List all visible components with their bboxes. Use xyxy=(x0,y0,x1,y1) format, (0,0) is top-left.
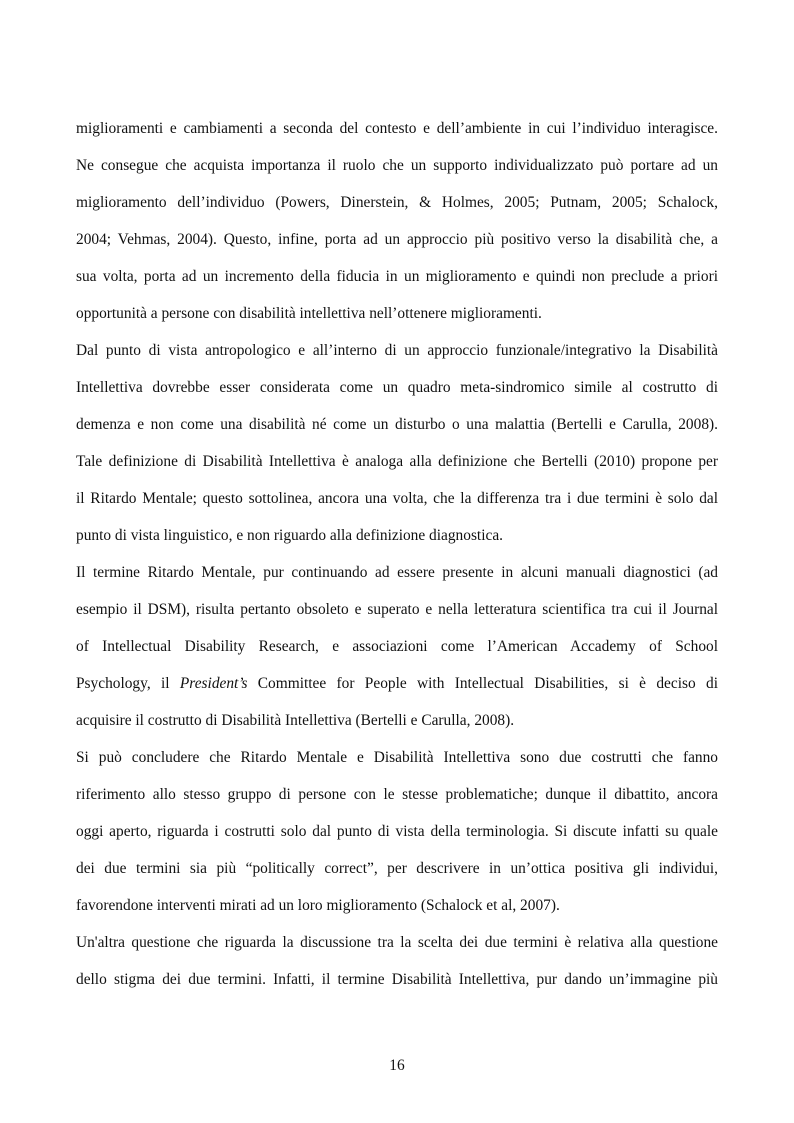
text-line: Un'altra questione che riguarda la discussione tra la scelta dei due termini è relativa alla questione xyxy=(76,934,718,951)
text-line: Il termine Ritardo Mentale, pur continuando ad essere presente in alcuni manuali diagnostici (ad xyxy=(76,564,718,581)
text-line: Intellettiva dovrebbe esser considerata come un quadro meta-sindromico simile al costrutto di xyxy=(76,379,718,396)
text-line: dello stigma dei due termini. Infatti, il termine Disabilità Intellettiva, pur dando un’immagine più xyxy=(76,971,718,988)
text-line: riferimento allo stesso gruppo di persone con le stesse problematiche; dunque il dibattito, ancora xyxy=(76,786,718,803)
text-line: Tale definizione di Disabilità Intellettiva è analoga alla definizione che Bertelli (2010) propone per xyxy=(76,453,718,470)
text-line: demenza e non come una disabilità né come un disturbo o una malattia (Bertelli e Carulla, 2008). xyxy=(76,416,718,433)
text-line: favorendone interventi mirati ad un loro miglioramento (Schalock et al, 2007). xyxy=(76,897,560,914)
text-fragment: Psychology, il xyxy=(76,675,180,692)
text-line: Ne consegue che acquista importanza il ruolo che un supporto individualizzato può portare ad un xyxy=(76,157,718,174)
text-line: miglioramento dell’individuo (Powers, Dinerstein, & Holmes, 2005; Putnam, 2005; Schalock, xyxy=(76,194,718,211)
text-line: 2004; Vehmas, 2004). Questo, infine, porta ad un approccio più positivo verso la disabilità che, a xyxy=(76,231,718,248)
page-number: 16 xyxy=(389,1057,405,1074)
text-line: acquisire il costrutto di Disabilità Intellettiva (Bertelli e Carulla, 2008). xyxy=(76,712,515,729)
text-line: punto di vista linguistico, e non riguardo alla definizione diagnostica. xyxy=(76,527,503,544)
text-line: il Ritardo Mentale; questo sottolinea, ancora una volta, che la differenza tra i due termini è solo dal xyxy=(76,490,718,507)
text-line: miglioramenti e cambiamenti a seconda del contesto e dell’ambiente in cui l’individuo interagisce. xyxy=(76,120,718,137)
text-fragment: Committee for People with Intellectual Disabilities, si è deciso di xyxy=(247,675,718,692)
text-line: oggi aperto, riguarda i costrutti solo dal punto di vista della terminologia. Si discute infatti su quale xyxy=(76,823,718,840)
text-line: dei due termini sia più “politically correct”, per descrivere in un’ottica positiva gli individui, xyxy=(76,860,718,877)
text-line: sua volta, porta ad un incremento della fiducia in un miglioramento e quindi non preclude a priori xyxy=(76,268,718,285)
text-line-with-italic xyxy=(76,665,718,702)
page-body xyxy=(76,110,718,998)
italic-text: President’s xyxy=(179,675,248,692)
text-line: of Intellectual Disability Research, e associazioni come l’American Accademy of School xyxy=(76,638,718,655)
text-line: opportunità a persone con disabilità intellettiva nell’ottenere miglioramenti. xyxy=(76,305,542,322)
text-line: esempio il DSM), risulta pertanto obsoleto e superato e nella letteratura scientifica tra cui il Journal xyxy=(76,601,718,618)
text-line: Dal punto di vista antropologico e all’interno di un approccio funzionale/integrativo la Disabilità xyxy=(76,342,718,359)
text-line: Si può concludere che Ritardo Mentale e Disabilità Intellettiva sono due costrutti che fanno xyxy=(76,749,718,766)
